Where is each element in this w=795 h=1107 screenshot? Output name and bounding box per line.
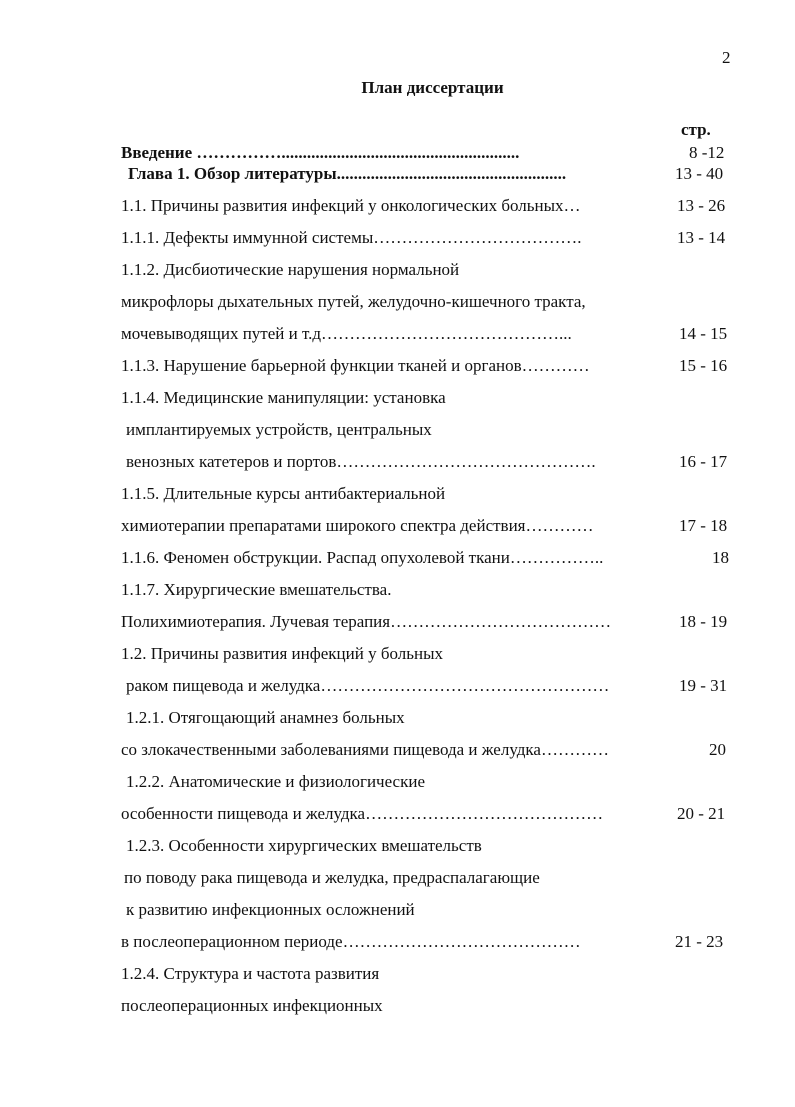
toc-entry: Полихимиотерапия. Лучевая терапия………………………………… <box>121 612 612 631</box>
toc-entry: 1.2.3. Особенности хирургических вмешательств <box>126 836 482 855</box>
toc-entry: мочевыводящих путей и т.д……………………………………... <box>121 324 572 343</box>
toc-entry-intro: Введение ……………........................................................ <box>121 143 520 162</box>
toc-page: 13 - 14 <box>677 228 726 247</box>
toc-entry: 1.1. Причины развития инфекций у онкологических больных… <box>121 196 581 215</box>
toc-entry: 1.2. Причины развития инфекций у больных <box>121 644 444 663</box>
toc-entry: 1.2.4. Структура и частота развития <box>121 964 380 983</box>
toc-entry: имплантируемых устройств, центральных <box>126 420 432 439</box>
toc-page: 17 - 18 <box>679 516 728 535</box>
toc-entry: венозных катетеров и портов………………………………………. <box>126 452 596 471</box>
toc-entry: в послеоперационном периоде…………………………………… <box>121 932 581 951</box>
toc-page-chapter-1: 13 - 40 <box>675 164 724 183</box>
toc-page: 19 - 31 <box>679 676 728 695</box>
toc-entry: 1.1.3. Нарушение барьерной функции тканей и органов………… <box>121 356 590 375</box>
toc-entry: 1.1.6. Феномен обструкции. Распад опухолевой ткани…………….. <box>121 548 604 567</box>
toc-page: 18 <box>712 548 729 567</box>
toc-entry: особенности пищевода и желудка…………………………………… <box>121 804 604 823</box>
toc-entry: 1.1.2. Дисбиотические нарушения нормальной <box>121 260 460 279</box>
toc-entry: 1.1.1. Дефекты иммунной системы………………………………. <box>121 228 582 247</box>
toc-page: 13 - 26 <box>677 196 726 215</box>
toc-entry-chapter-1: Глава 1. Обзор литературы...................................................... <box>128 164 567 183</box>
toc-entry: 1.1.7. Хирургические вмешательства. <box>121 580 392 599</box>
toc-page: 14 - 15 <box>679 324 728 343</box>
toc-page: 20 <box>709 740 726 759</box>
toc-entry: 1.2.1. Отягощающий анамнез больных <box>126 708 405 727</box>
toc-entry: по поводу рака пищевода и желудка, предраспалагающие <box>124 868 540 887</box>
toc-entry: к развитию инфекционных осложнений <box>126 900 415 919</box>
toc-entry: 1.2.2. Анатомические и физиологические <box>126 772 426 791</box>
toc-page: 15 - 16 <box>679 356 728 375</box>
toc-entry: химиотерапии препаратами широкого спектра действия………… <box>121 516 594 535</box>
toc-entry: микрофлоры дыхательных путей, желудочно-кишечного тракта, <box>121 292 586 311</box>
toc-page: 18 - 19 <box>679 612 728 631</box>
toc-entry: послеоперационных инфекционных <box>121 996 383 1015</box>
toc-page: 16 - 17 <box>679 452 728 471</box>
toc-entry: раком пищевода и желудка…………………………………………… <box>126 676 610 695</box>
page-number: 2 <box>722 48 731 67</box>
toc-entry: 1.1.4. Медицинские манипуляции: установка <box>121 388 446 407</box>
toc-page: 21 - 23 <box>675 932 724 951</box>
toc-entry: 1.1.5. Длительные курсы антибактериальной <box>121 484 446 503</box>
toc-page: 20 - 21 <box>677 804 726 823</box>
page-title: План диссертации <box>361 78 504 97</box>
toc-page-intro: 8 -12 <box>689 143 725 162</box>
pages-column-header: стр. <box>681 120 711 139</box>
toc-entry: со злокачественными заболеваниями пищевода и желудка………… <box>121 740 609 759</box>
